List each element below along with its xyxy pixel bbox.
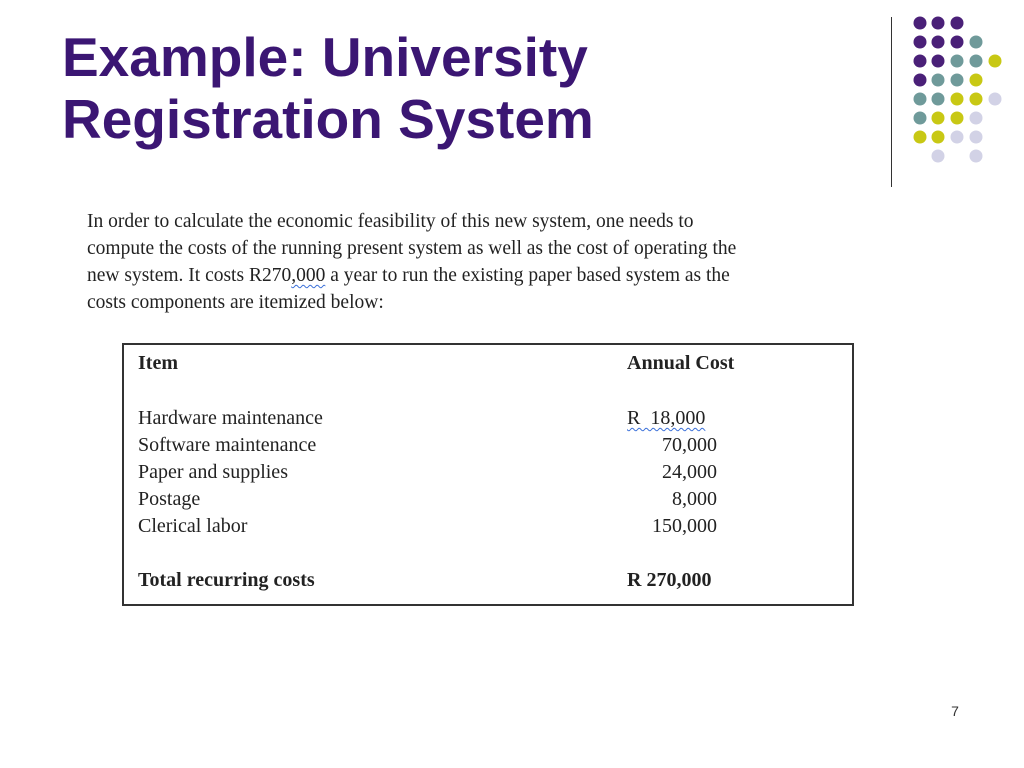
deco-dot: [914, 36, 927, 49]
deco-dot: [932, 36, 945, 49]
paragraph-line-3: [87, 262, 877, 289]
deco-dot: [932, 74, 945, 87]
paragraph-line-2: compute the costs of the running present system as well as the cost of operating the: [87, 238, 737, 259]
deco-dot: [932, 55, 945, 68]
deco-dot: [951, 36, 964, 49]
spellcheck-flagged-text: ,000: [291, 265, 326, 286]
deco-dot: [951, 112, 964, 125]
annual-cost-table: [122, 343, 854, 606]
deco-dot: [914, 17, 927, 30]
paragraph-line-1: In order to calculate the economic feasibility of this new system, one needs to: [87, 211, 694, 232]
paragraph-line-3-start: new system. It costs R270: [87, 265, 292, 286]
deco-dot: [970, 112, 983, 125]
page-number: 7: [951, 703, 959, 719]
vertical-divider: [891, 17, 892, 187]
deco-dot: [970, 93, 983, 106]
header-item: Item: [138, 352, 178, 374]
row-cost-software: 70,000: [662, 434, 717, 456]
deco-dot: [989, 55, 1002, 68]
deco-dot: [914, 93, 927, 106]
decorative-dot-grid-icon: [904, 10, 1014, 170]
slide-title-line-1: Example: University: [62, 26, 588, 88]
row-item-clerical: Clerical labor: [138, 515, 248, 537]
paragraph-line-3-end: a year to run the existing paper based system as the: [325, 265, 730, 286]
row-cost-clerical: 150,000: [652, 515, 717, 537]
deco-dot: [970, 55, 983, 68]
deco-dot: [932, 112, 945, 125]
header-annual-cost: Annual Cost: [627, 352, 735, 374]
deco-dot: [914, 74, 927, 87]
deco-dot: [970, 36, 983, 49]
row-item-postage: Postage: [138, 488, 201, 510]
deco-dot: [951, 74, 964, 87]
row-cost-hardware: [627, 405, 705, 432]
total-label: Total recurring costs: [138, 569, 315, 591]
deco-dot: [932, 93, 945, 106]
spellcheck-flagged-cost: R 18,000: [627, 407, 706, 429]
row-item-software: Software maintenance: [138, 434, 317, 456]
row-item-hardware: Hardware maintenance: [138, 407, 323, 429]
slide-title-line-2: Registration System: [62, 88, 594, 150]
deco-dot: [951, 55, 964, 68]
deco-dot: [970, 150, 983, 163]
deco-dot: [951, 17, 964, 30]
row-cost-postage: 8,000: [672, 488, 717, 510]
intro-paragraph: [87, 208, 877, 316]
row-item-paper: Paper and supplies: [138, 461, 288, 483]
deco-dot: [951, 93, 964, 106]
total-value: R 270,000: [627, 569, 712, 591]
deco-dot: [951, 131, 964, 144]
deco-dot: [970, 74, 983, 87]
deco-dot: [932, 17, 945, 30]
row-cost-paper: 24,000: [662, 461, 717, 483]
deco-dot: [932, 131, 945, 144]
deco-dot: [932, 150, 945, 163]
deco-dot: [989, 93, 1002, 106]
deco-dot: [970, 131, 983, 144]
deco-dot: [914, 55, 927, 68]
slide-title: [62, 26, 862, 150]
paragraph-line-4: costs components are itemized below:: [87, 292, 384, 313]
deco-dot: [914, 112, 927, 125]
deco-dot: [914, 131, 927, 144]
